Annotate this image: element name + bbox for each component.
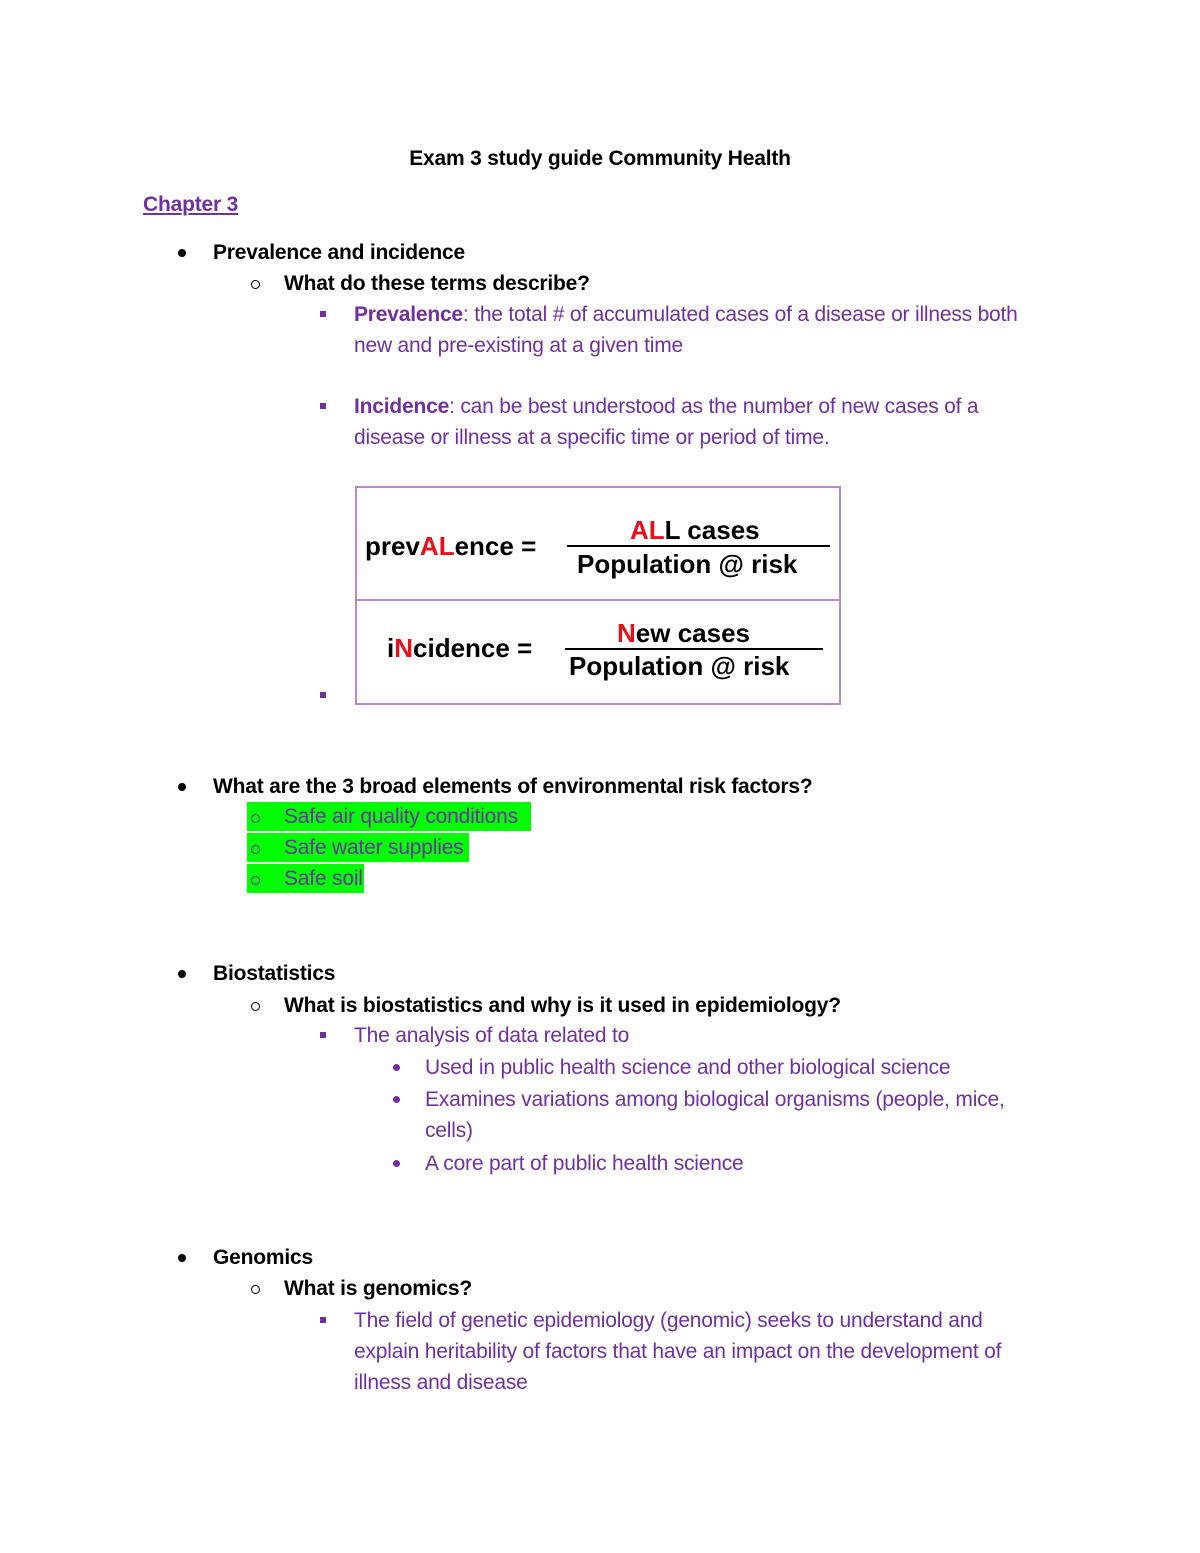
circle-bullet-icon: [251, 1002, 260, 1011]
incidence-definition: [354, 391, 978, 422]
bullet-icon: [178, 783, 186, 791]
bullet-icon: [178, 1254, 186, 1262]
highlighted-item: [247, 802, 531, 831]
bullet-icon: [393, 1064, 400, 1071]
circle-bullet-icon: [251, 280, 260, 289]
biostatistics-point: Used in public health science and other biological science: [425, 1056, 951, 1079]
prevalence-definition-cont: new and pre-existing at a given time: [354, 334, 683, 357]
square-bullet-icon: [320, 692, 326, 698]
square-bullet-icon: [320, 311, 326, 317]
bullet-icon: [178, 970, 186, 978]
section-heading-environmental: What are the 3 broad elements of environmental risk factors?: [213, 775, 813, 798]
genomics-answer-cont: explain heritability of factors that have an impact on the development of: [354, 1340, 1002, 1363]
page-title: Exam 3 study guide Community Health: [409, 147, 791, 170]
question-biostatistics: What is biostatistics and why is it used in epidemiology?: [284, 994, 841, 1017]
section-heading-genomics: Genomics: [213, 1246, 313, 1269]
prevalence-term: Prevalence: [354, 303, 463, 326]
prevalence-numerator: ALL cases: [630, 515, 760, 545]
prevalence-formula-label: prevALence =: [365, 531, 537, 561]
circle-bullet-icon: [251, 1285, 260, 1294]
genomics-answer-cont: illness and disease: [354, 1371, 528, 1394]
incidence-numerator: New cases: [617, 618, 750, 648]
square-bullet-icon: [320, 1032, 326, 1038]
section-heading-biostatistics: Biostatistics: [213, 962, 336, 985]
formula-image: [355, 486, 841, 705]
question-terms: What do these terms describe?: [284, 272, 590, 295]
formula-divider: [357, 599, 839, 601]
biostatistics-point-cont: cells): [425, 1119, 473, 1142]
bullet-icon: [393, 1160, 400, 1167]
highlighted-item: [247, 833, 469, 862]
circle-bullet-icon: [251, 814, 260, 823]
biostatistics-point: A core part of public health science: [425, 1152, 744, 1175]
prevalence-text: : the total # of accumulated cases of a disease or illness both: [462, 303, 1018, 326]
highlighted-item: [247, 864, 364, 893]
item-text: Safe soil: [284, 867, 363, 890]
incidence-text: : can be best understood as the number of new cases of a: [449, 395, 979, 418]
question-genomics: What is genomics?: [284, 1277, 472, 1300]
incidence-definition-cont: disease or illness at a specific time or period of time.: [354, 426, 830, 449]
prevalence-definition: [354, 299, 1018, 330]
incidence-denominator: Population @ risk: [569, 651, 790, 681]
genomics-answer: The field of genetic epidemiology (genomic) seeks to understand and: [354, 1309, 983, 1332]
section-heading-prevalence: Prevalence and incidence: [213, 241, 465, 264]
bullet-icon: [393, 1096, 400, 1103]
biostatistics-point: Examines variations among biological organisms (people, mice,: [425, 1088, 1005, 1111]
circle-bullet-icon: [251, 876, 260, 885]
item-text: Safe air quality conditions: [284, 805, 518, 828]
fraction-line: [567, 545, 830, 547]
circle-bullet-icon: [251, 845, 260, 854]
item-text: Safe water supplies: [284, 836, 464, 859]
bullet-icon: [178, 249, 186, 257]
biostatistics-answer: The analysis of data related to: [354, 1024, 630, 1047]
fraction-line: [565, 648, 823, 650]
square-bullet-icon: [320, 403, 326, 409]
incidence-term: Incidence: [354, 395, 450, 418]
incidence-formula-label: iNcidence =: [387, 633, 533, 663]
prevalence-denominator: Population @ risk: [577, 549, 798, 579]
square-bullet-icon: [320, 1317, 326, 1323]
chapter-heading: Chapter 3: [143, 193, 239, 216]
